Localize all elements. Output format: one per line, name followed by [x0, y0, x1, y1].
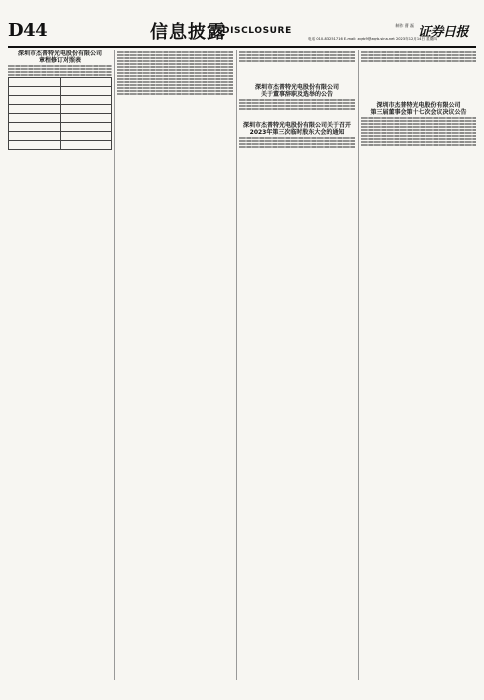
column-divider	[358, 50, 359, 680]
column-4	[361, 50, 476, 680]
header-meta: 电话 010-83251716 E-mail: zqrb9@zqrb.sina.net 2023年12月14日 星期四	[308, 37, 437, 41]
article-title: 深圳市杰普特光电股份有限公司	[254, 84, 339, 91]
column-2	[117, 50, 233, 680]
article-title: 深圳市杰普特光电股份有限公司关于召开2023年第三次临时股东大会的通知	[242, 122, 351, 136]
header-rule	[8, 46, 476, 48]
section-title: 信息披露	[150, 22, 226, 43]
article-subtitle: 关于董事辞职及选举的公告	[260, 91, 333, 98]
article-title: 深圳市杰普特光电股份有限公司	[376, 102, 461, 109]
article-title: 深圳市杰普特光电股份有限公司	[17, 50, 102, 57]
column-3	[239, 50, 355, 680]
page-number: D44	[8, 20, 48, 41]
column-divider	[236, 50, 237, 680]
column-1	[8, 50, 112, 680]
article-subtitle: 章程修订对照表	[38, 57, 81, 64]
column-divider	[114, 50, 115, 680]
section-title-en: DISCLOSURE	[222, 26, 292, 36]
masthead	[8, 20, 476, 44]
newspaper-logo: 证券日报	[417, 25, 468, 40]
comparison-table	[8, 77, 112, 150]
editor-credit: 制作 曹 磊	[395, 23, 414, 28]
article-subtitle: 第三届董事会第十七次会议决议公告	[370, 109, 467, 116]
